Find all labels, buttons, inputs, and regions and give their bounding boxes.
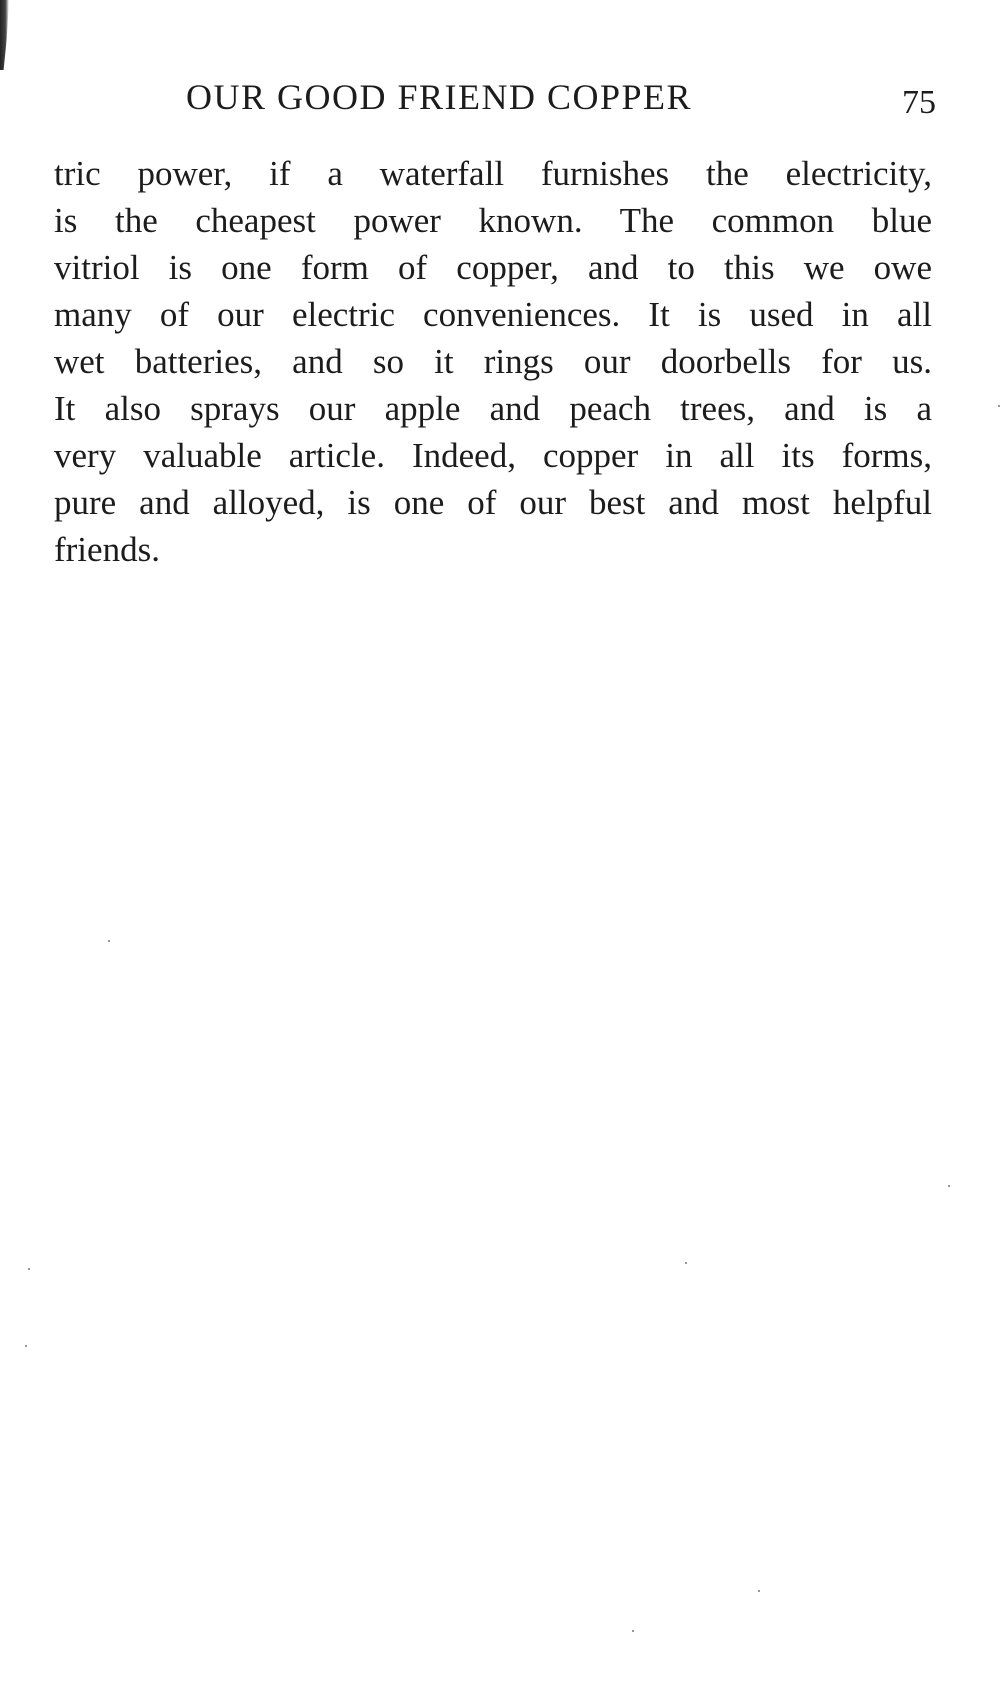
text-line: It also sprays our apple and peach trees, and is a bbox=[54, 389, 932, 428]
running-title: OUR GOOD FRIEND COPPER bbox=[186, 77, 693, 117]
text-line: many of our electric conveniences. It is used in all bbox=[54, 295, 932, 334]
scan-speck bbox=[632, 1630, 634, 1632]
text-line: very valuable article. Indeed, copper in all its forms, bbox=[54, 436, 932, 475]
text-line: wet batteries, and so it rings our doorbells for us. bbox=[54, 342, 932, 381]
text-line: pure and alloyed, is one of our best and most helpful bbox=[54, 483, 932, 522]
scan-speck bbox=[25, 1345, 27, 1347]
running-head bbox=[186, 76, 936, 126]
text-line: is the cheapest power known. The common blue bbox=[54, 201, 932, 240]
page-number: 75 bbox=[902, 84, 936, 121]
scan-speck bbox=[948, 1185, 950, 1187]
scan-speck bbox=[28, 1268, 30, 1270]
scan-speck bbox=[685, 1262, 687, 1264]
text-line: friends. bbox=[54, 530, 160, 569]
text-line: tric power, if a waterfall furnishes the electricity, bbox=[54, 154, 932, 193]
scan-edge-mark bbox=[0, 0, 9, 70]
scan-speck bbox=[108, 940, 110, 942]
scan-speck bbox=[758, 1590, 760, 1592]
body-paragraph bbox=[54, 150, 932, 573]
text-line: vitriol is one form of copper, and to this we owe bbox=[54, 248, 932, 287]
